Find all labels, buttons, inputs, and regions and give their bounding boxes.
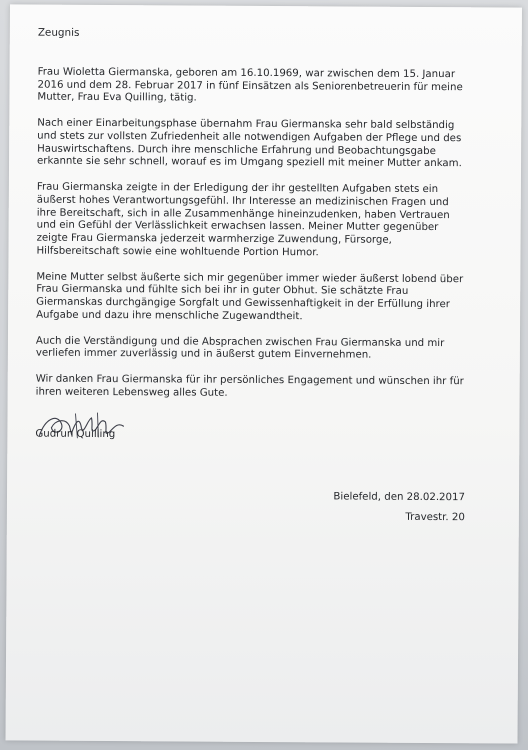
street-address: Travestr. 20 — [405, 511, 465, 523]
place-date: Bielefeld, den 28.02.2017 — [333, 490, 466, 503]
paragraph-thanks: Wir danken Frau Giermanska für ihr persönliches Engagement und wünschen ihr für ihren weiteren Lebensweg alles Gute. — [35, 373, 464, 399]
document-title: Zeugnis — [37, 26, 80, 39]
paragraph-mother-feedback: Meine Mutter selbst äußerte sich mir gegenüber immer wieder äußerst lobend über Frau Giermanska und fühlte sich bei ihr in guter Obhut. Sie schätzte Frau Giermanskas durchgängige Sorgfalt und Gewissenhaftigkeit in der Erfüllung ihrer Aufgabe und dazu ihre menschliche Zugewandtheit. — [36, 271, 464, 323]
paper-sheet — [6, 4, 522, 743]
letter-body — [35, 27, 468, 528]
signature-block — [35, 415, 465, 452]
signature-name: Gudrun Quilling — [35, 428, 116, 440]
paragraph-onboarding: Nach einer Einarbeitungsphase übernahm Frau Giermanska sehr bald selbständig und stets zur vollsten Zufriedenheit alle notwendigen Aufgaben der Pflege und des Hauswirtschaftens. Durch ihre menschliche Erfahrung und Beobachtungsgabe erkannte sie sehr schnell, worauf es im Umgang speziell mit meiner Mutter ankam. — [37, 117, 462, 170]
paragraph-communication: Auch die Verständigung und die Absprachen zwischen Frau Giermanska und mir verliefen immer zuverlässig und in äußerst gutem Einvernehmen. — [35, 335, 445, 361]
paragraph-employment: Frau Wioletta Giermanska, geboren am 16.10.1969, war zwischen dem 15. Januar 2016 und dem 28. Februar 2017 in fünf Einsätzen als Seniorenbetreuerin für meine Mutter, Frau Eva Quilling, tätig. — [37, 66, 463, 104]
paragraph-responsibility: Frau Giermanska zeigte in der Erledigung der ihr gestellten Aufgaben stets ein äußerst hohes Verantwortungsgefühl. Ihr Interesse an medizinischen Fragen und ihre Bereitschaft, sich in alle Zusammenhänge hineinzudenken, haben Vertrauen und ein Gefühl der Verlässlichkeit erwachsen lassen. Meiner Mutter gegenüber zeigte Frau Giermanska jederzeit warmherzige Zuwendung, Fürsorge, Hilfsbereitschaft sowie eine wohltuende Portion Humor. — [36, 181, 450, 259]
place-date-block — [35, 485, 465, 528]
